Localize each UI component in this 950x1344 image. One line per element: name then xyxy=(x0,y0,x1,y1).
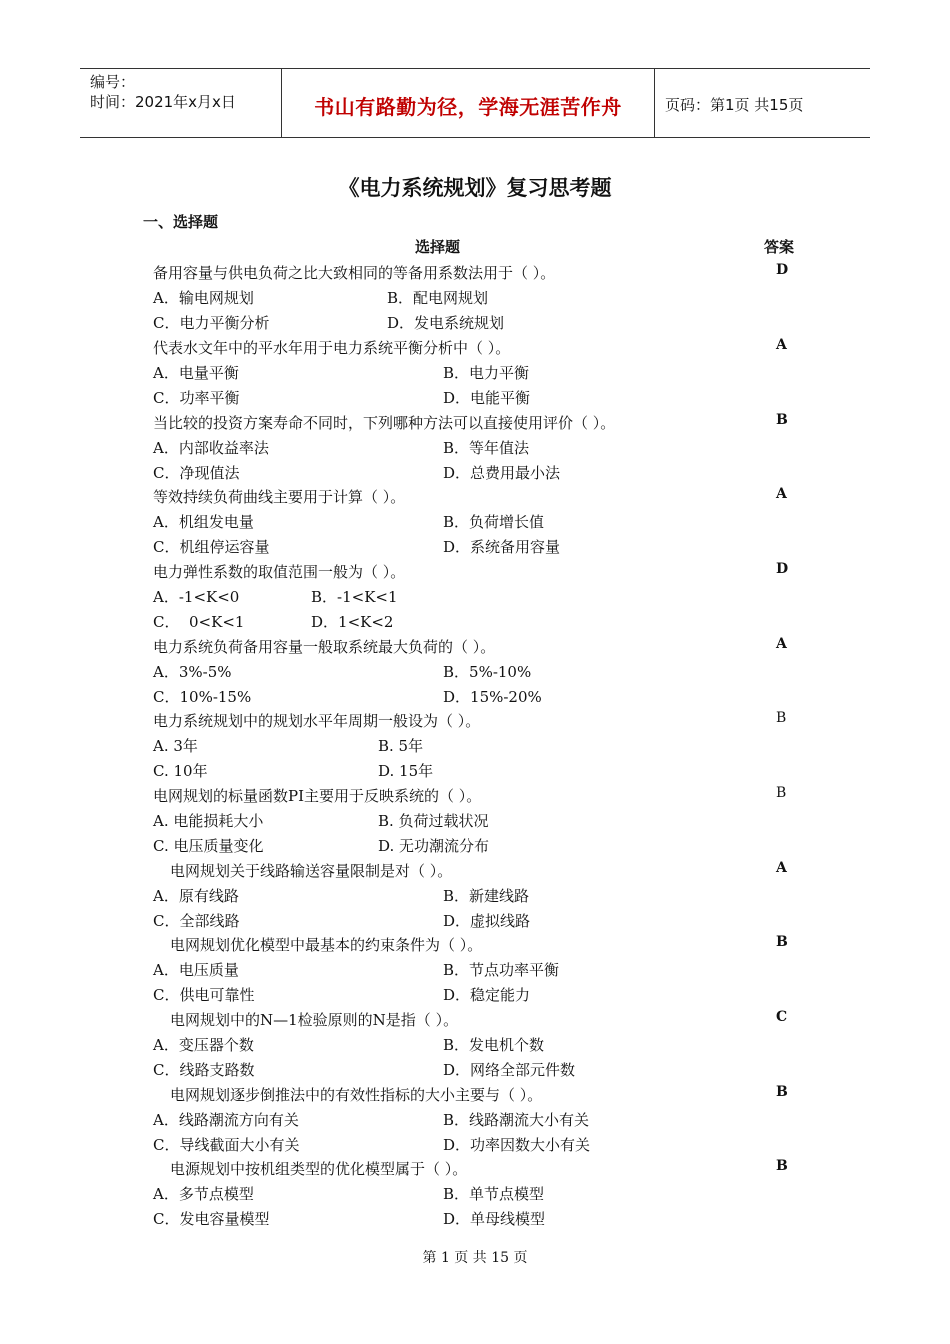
option-c: C．机组停运容量 xyxy=(153,538,270,556)
option-c: C．导线截面大小有关 xyxy=(153,1136,300,1154)
question-answer: B xyxy=(776,412,788,428)
option-a: A．变压器个数 xyxy=(153,1036,254,1054)
column-header-answer: 答案 xyxy=(764,238,795,256)
option-c: C．功率平衡 xyxy=(153,389,240,407)
question-item xyxy=(0,1009,950,1084)
option-d: D．电能平衡 xyxy=(443,389,531,407)
option-a: A．3%-5% xyxy=(153,663,232,681)
motto-text: 书山有路勤为径，学海无涯苦作舟 xyxy=(314,95,622,119)
column-header-question: 选择题 xyxy=(415,238,461,256)
option-c: C. 电压质量变化 xyxy=(153,837,264,855)
section-heading: 一、选择题 xyxy=(143,213,219,231)
option-d: D．单母线模型 xyxy=(443,1210,546,1228)
option-a: A．输电网规划 xyxy=(153,289,254,307)
option-c: C. 10年 xyxy=(153,762,208,780)
header-page-cell xyxy=(655,69,870,137)
option-b: B．电力平衡 xyxy=(443,364,530,382)
option-d: D. 无功潮流分布 xyxy=(378,837,490,855)
option-b: B．线路潮流大小有关 xyxy=(443,1111,590,1129)
page-info: 页码：第1页 共15页 xyxy=(665,96,804,114)
option-b: B. 5年 xyxy=(378,737,424,755)
option-b: B．单节点模型 xyxy=(443,1185,545,1203)
question-item xyxy=(0,486,950,561)
question-stem: 电力系统规划中的规划水平年周期一般设为（ ）。 xyxy=(153,712,481,730)
question-answer: B xyxy=(776,1084,788,1100)
question-item xyxy=(0,860,950,935)
question-answer: D xyxy=(776,262,789,278)
option-a: A．内部收益率法 xyxy=(153,439,269,457)
question-stem: 电网规划关于线路输送容量限制是对（ ）。 xyxy=(170,862,453,880)
code-label: 编号： xyxy=(90,73,136,91)
question-stem: 电源规划中按机组类型的优化模型属于（ ）。 xyxy=(170,1160,468,1178)
question-stem: 电力系统负荷备用容量一般取系统最大负荷的（ ）。 xyxy=(153,638,496,656)
option-d: D．1<K<2 xyxy=(311,613,394,631)
question-answer: D xyxy=(776,561,789,577)
option-c: C．供电可靠性 xyxy=(153,986,255,1004)
option-d: D．网络全部元件数 xyxy=(443,1061,576,1079)
question-answer: B xyxy=(776,1158,788,1174)
option-b: B．配电网规划 xyxy=(387,289,489,307)
option-a: A．机组发电量 xyxy=(153,513,254,531)
option-b: B．发电机个数 xyxy=(443,1036,545,1054)
header-motto-cell xyxy=(282,69,655,137)
question-item xyxy=(0,1084,950,1159)
question-answer: B xyxy=(776,785,787,801)
question-item xyxy=(0,262,950,337)
question-item xyxy=(0,1158,950,1233)
option-b: B. 负荷过载状况 xyxy=(378,812,489,830)
question-answer: A xyxy=(776,636,787,652)
question-item xyxy=(0,412,950,487)
option-a: A. 电能损耗大小 xyxy=(153,812,264,830)
option-a: A．-1<K<0 xyxy=(153,588,240,606)
option-c: C．发电容量模型 xyxy=(153,1210,270,1228)
question-stem: 电力弹性系数的取值范围一般为（ ）。 xyxy=(153,563,406,581)
option-a: A．电量平衡 xyxy=(153,364,239,382)
question-stem: 代表水文年中的平水年用于电力系统平衡分析中（ ）。 xyxy=(153,339,511,357)
question-item xyxy=(0,337,950,412)
question-item xyxy=(0,934,950,1009)
option-d: D．总费用最小法 xyxy=(443,464,561,482)
document-title: 《电力系统规划》复习思考题 xyxy=(338,176,612,200)
option-d: D．发电系统规划 xyxy=(387,314,505,332)
question-item xyxy=(0,636,950,711)
option-d: D．功率因数大小有关 xyxy=(443,1136,591,1154)
question-answer: A xyxy=(776,860,787,876)
question-stem: 电网规划逐步倒推法中的有效性指标的大小主要与（ ）。 xyxy=(170,1086,543,1104)
option-d: D. 15年 xyxy=(378,762,434,780)
option-b: B．等年值法 xyxy=(443,439,530,457)
option-b: B．新建线路 xyxy=(443,887,530,905)
option-a: A．线路潮流方向有关 xyxy=(153,1111,299,1129)
question-answer: A xyxy=(776,337,787,353)
option-c: C． 0<K<1 xyxy=(153,613,245,631)
option-c: C．电力平衡分析 xyxy=(153,314,270,332)
question-answer: C xyxy=(776,1009,788,1025)
option-b: B．负荷增长值 xyxy=(443,513,545,531)
option-c: C．净现值法 xyxy=(153,464,240,482)
option-c: C．线路支路数 xyxy=(153,1061,255,1079)
option-d: D．稳定能力 xyxy=(443,986,531,1004)
option-a: A. 3年 xyxy=(153,737,198,755)
question-stem: 电网规划的标量函数PI主要用于反映系统的（ ）。 xyxy=(153,787,482,805)
question-stem: 备用容量与供电负荷之比大致相同的等备用系数法用于（ ）。 xyxy=(153,264,556,282)
question-stem: 当比较的投资方案寿命不同时，下列哪种方法可以直接使用评价（ ）。 xyxy=(153,414,616,432)
option-d: D．15%-20% xyxy=(443,688,542,706)
question-item xyxy=(0,785,950,860)
date-label: 时间：2021年x月x日 xyxy=(90,93,236,111)
option-d: D．系统备用容量 xyxy=(443,538,561,556)
header-meta-cell xyxy=(80,69,282,137)
option-a: A．原有线路 xyxy=(153,887,239,905)
option-c: C．10%-15% xyxy=(153,688,252,706)
option-c: C．全部线路 xyxy=(153,912,240,930)
question-item xyxy=(0,710,950,785)
question-stem: 等效持续负荷曲线主要用于计算（ ）。 xyxy=(153,488,406,506)
question-stem: 电网规划中的N—1检验原则的N是指（ ）。 xyxy=(170,1011,459,1029)
page-footer: 第 1 页 共 15 页 xyxy=(422,1250,528,1266)
option-a: A．多节点模型 xyxy=(153,1185,254,1203)
option-b: B．-1<K<1 xyxy=(311,588,398,606)
question-item xyxy=(0,561,950,636)
question-stem: 电网规划优化模型中最基本的约束条件为（ ）。 xyxy=(170,936,483,954)
question-answer: B xyxy=(776,934,788,950)
question-answer: A xyxy=(776,486,787,502)
page-header xyxy=(80,68,870,138)
option-d: D．虚拟线路 xyxy=(443,912,531,930)
question-answer: B xyxy=(776,710,787,726)
option-b: B．节点功率平衡 xyxy=(443,961,560,979)
option-b: B．5%-10% xyxy=(443,663,532,681)
option-a: A．电压质量 xyxy=(153,961,239,979)
